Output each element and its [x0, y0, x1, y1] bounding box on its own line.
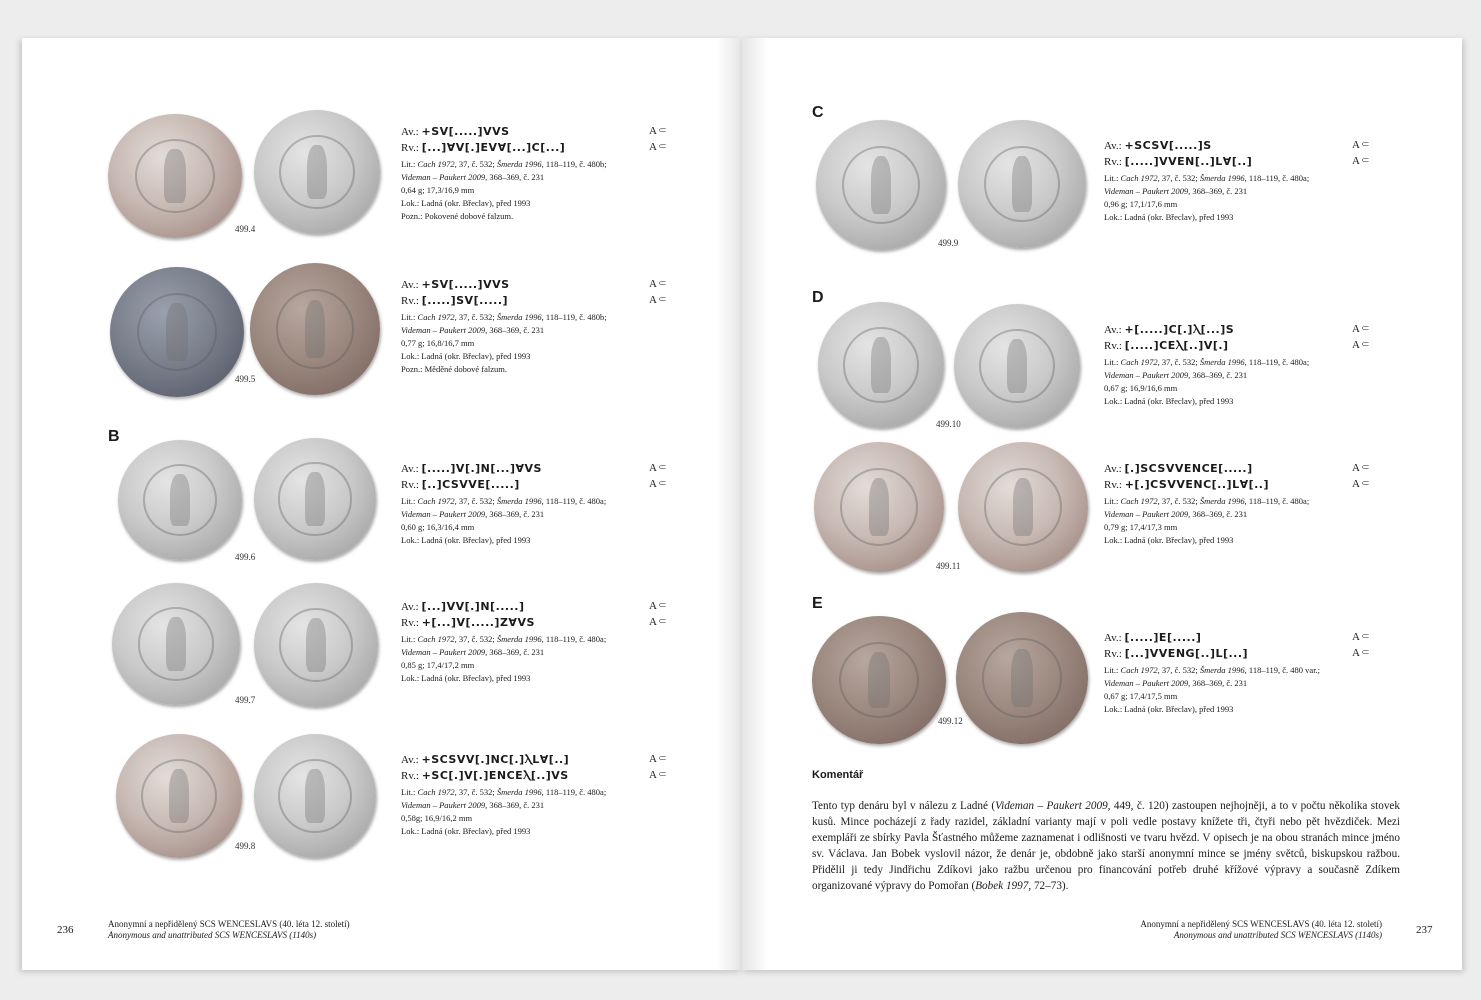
lit-ref: Cach 1972 [1120, 357, 1158, 367]
lit-text: , 368–369, č. 231 [1188, 186, 1248, 196]
av-text: [.]SCSVVENCE[.....] [1124, 462, 1253, 475]
reverse-legend [1104, 646, 1379, 662]
lit-text: , 118–119, č. 480b; [541, 159, 607, 169]
coin-obverse-image [818, 302, 944, 428]
weight-size: 0,67 g; 17,4/17,5 mm [1104, 691, 1178, 701]
lit-text: , 368–369, č. 231 [485, 800, 545, 810]
av-label: Av.: [1104, 463, 1122, 475]
coin-reverse-image [958, 120, 1086, 248]
obverse-legend [401, 599, 676, 615]
weight-size: 0,58g; 16,9/16,2 mm [401, 813, 473, 823]
literature-line [1104, 664, 1379, 677]
rv-mark: A⸦ [649, 478, 668, 490]
catalog-number: 499.9 [938, 238, 959, 248]
page-number: 237 [1416, 924, 1433, 936]
right-page [742, 38, 1462, 970]
coin-obverse-image [812, 616, 946, 744]
coin-entry [1104, 322, 1379, 408]
reverse-legend [1104, 477, 1379, 493]
weight-size: 0,77 g; 16,8/16,7 mm [401, 338, 475, 348]
coin-entry [1104, 461, 1379, 547]
av-mark: A⸦ [649, 753, 668, 765]
footer-english: Anonymous and unattributed SCS WENCESLAVS (1140s) [108, 930, 317, 940]
coin-entry [401, 461, 676, 547]
literature-line [1104, 495, 1379, 508]
coin-obverse-image [118, 440, 242, 560]
catalog-number: 499.4 [235, 224, 256, 234]
lit-ref: Cach 1972 [1120, 173, 1158, 183]
reverse-legend [401, 293, 676, 309]
coin-obverse-image [814, 442, 944, 572]
lit-ref: Šmerda 1996 [1199, 357, 1245, 367]
coin-details [1104, 356, 1379, 408]
coin-reverse-image [250, 263, 380, 395]
lit-ref: Šmerda 1996 [496, 787, 542, 797]
obverse-legend [401, 277, 676, 293]
obverse-legend [1104, 138, 1379, 154]
lit-text: , 37, č. 532; [454, 496, 497, 506]
weight-size: 0,64 g; 17,3/16,9 mm [401, 185, 475, 195]
coin-details [1104, 495, 1379, 547]
coin-reverse-image [956, 612, 1088, 744]
rv-mark: A⸦ [649, 294, 668, 306]
lit-ref: Cach 1972 [417, 787, 455, 797]
catalog-number: 499.12 [938, 716, 963, 726]
coin-entry [401, 752, 676, 838]
obverse-legend [401, 752, 676, 768]
rv-mark: A⸦ [1352, 478, 1371, 490]
lit-text: , 118–119, č. 480b; [541, 312, 607, 322]
coin-details [401, 158, 676, 223]
lit-label: Lit.: [1104, 357, 1121, 367]
lit-ref: Cach 1972 [417, 312, 455, 322]
rv-text: +[...]V[.....]Z∀VS [421, 616, 535, 629]
reverse-legend [1104, 154, 1379, 170]
lit-text: , 368–369, č. 231 [485, 325, 545, 335]
catalog-number: 499.6 [235, 552, 256, 562]
av-label: Av.: [1104, 140, 1122, 152]
av-text: [.....]V[.]N[...]∀VS [421, 462, 542, 475]
lit-text: , 368–369, č. 231 [485, 647, 545, 657]
locality: Lok.: Ladná (okr. Břeclav), před 1993 [1104, 535, 1234, 545]
literature-line [401, 786, 676, 799]
coin-obverse-image [110, 267, 244, 397]
literature-line [401, 324, 676, 337]
lit-text: , 37, č. 532; [454, 159, 497, 169]
coin-obverse-image [816, 120, 946, 250]
rv-mark: A⸦ [1352, 339, 1371, 351]
coin-details [1104, 172, 1379, 224]
lit-text: , 37, č. 532; [1157, 665, 1200, 675]
comment-text: , 72–73). [1028, 880, 1069, 892]
lit-label: Lit.: [1104, 496, 1121, 506]
lit-label: Lit.: [401, 496, 418, 506]
rv-text: +[.]CSVVENC[..]L∀[..] [1124, 478, 1270, 491]
lit-ref: Cach 1972 [417, 159, 455, 169]
coin-reverse-image [958, 442, 1088, 572]
locality: Lok.: Ladná (okr. Břeclav), před 1993 [401, 673, 531, 683]
lit-text: , 37, č. 532; [454, 634, 497, 644]
literature-line [401, 311, 676, 324]
av-label: Av.: [401, 279, 419, 291]
comment-heading: Komentář [812, 769, 864, 781]
coin-details [401, 495, 676, 547]
rv-text: [...]VVENG[..]L[...] [1124, 647, 1249, 660]
coin-reverse-image [954, 304, 1080, 428]
literature-line [1104, 172, 1379, 185]
coin-obverse-image [112, 583, 240, 705]
locality: Lok.: Ladná (okr. Břeclav), před 1993 [401, 826, 531, 836]
lit-label: Lit.: [1104, 173, 1121, 183]
av-label: Av.: [401, 601, 419, 613]
coin-entry [1104, 630, 1379, 716]
rv-text: [..]CSVVE[.....] [421, 478, 520, 491]
rv-mark: A⸦ [649, 141, 668, 153]
lit-text: , 118–119, č. 480a; [541, 634, 607, 644]
obverse-legend [401, 124, 676, 140]
av-label: Av.: [401, 126, 419, 138]
av-mark: A⸦ [649, 125, 668, 137]
lit-text: , 37, č. 532; [454, 787, 497, 797]
av-mark: A⸦ [1352, 323, 1371, 335]
comment-text: Tento typ denáru byl v nálezu z Ladné ( [812, 800, 996, 812]
lit-text: , 118–119, č. 480a; [541, 787, 607, 797]
lit-text: , 37, č. 532; [1157, 357, 1200, 367]
section-letter-b: B [108, 428, 120, 445]
section-letter-e: E [812, 595, 823, 612]
lit-ref: Šmerda 1996 [1199, 665, 1245, 675]
catalog-number: 499.5 [235, 374, 256, 384]
lit-ref: Šmerda 1996 [1199, 173, 1245, 183]
coin-entry [1104, 138, 1379, 224]
lit-label: Lit.: [401, 787, 418, 797]
gutter-shadow [742, 38, 768, 970]
rv-text: [.....]VVEN[..]L∀[..] [1124, 155, 1253, 168]
catalog-number: 499.10 [936, 419, 961, 429]
comment-text: , 449, č. 120) zastoupen nejhojněji, a to v počtu několika stovek kusů. Mince pocházejí z řady razidel, základní varianty mají v poli vedle postavy knížete tři, čtyři nebo pět hvězdiček. Mezi exempláři ze sbírky Pavla Šťastného můžeme zaznamenat i odlišnosti ve tvaru hvězd. V opisech je na obou stranách mince jméno sv. Václava. Jan Bobek vyslovil názor, že denár je, obdobně jako starší anonymní mince se jmény světců, biskupskou ražbou. Přidělil ji tedy Jindřichu Zdíkovi jako ražbu určenou pro financování potřeb druhé křížové výpravy a současně Zdíkem organizované výpravy do Pomořan ( [812, 800, 1400, 892]
rv-mark: A⸦ [649, 769, 668, 781]
av-mark: A⸦ [649, 600, 668, 612]
comment-citation: Videman – Paukert 2009 [995, 800, 1108, 812]
lit-text: , 118–119, č. 480a; [541, 496, 607, 506]
weight-size: 0,79 g; 17,4/17,3 mm [1104, 522, 1178, 532]
av-mark: A⸦ [1352, 631, 1371, 643]
lit-ref: Cach 1972 [417, 634, 455, 644]
rv-label: Rv.: [401, 295, 419, 307]
rv-text: +SC[.]V[.]ENCEⲖ[..]VS [421, 769, 569, 782]
literature-line [401, 495, 676, 508]
catalog-number: 499.8 [235, 841, 256, 851]
obverse-legend [1104, 461, 1379, 477]
av-mark: A⸦ [1352, 139, 1371, 151]
locality: Lok.: Ladná (okr. Břeclav), před 1993 [401, 535, 531, 545]
rv-text: [.....]CEⲖ[..]V[.] [1124, 339, 1229, 352]
weight-size: 0,96 g; 17,1/17,6 mm [1104, 199, 1178, 209]
literature-line [1104, 356, 1379, 369]
reverse-legend [401, 477, 676, 493]
lit-text: , 368–369, č. 231 [1188, 370, 1248, 380]
lit-label: Lit.: [1104, 665, 1121, 675]
coin-reverse-image [254, 110, 380, 234]
lit-label: Lit.: [401, 634, 418, 644]
footer-english: Anonymous and unattributed SCS WENCESLAVS (1140s) [1173, 930, 1382, 940]
literature-line [1104, 508, 1379, 521]
reverse-legend [401, 140, 676, 156]
running-footer [108, 919, 350, 941]
av-text: +SV[.....]VVS [421, 125, 510, 138]
lit-text: , 118–119, č. 480 var.; [1244, 665, 1321, 675]
reverse-legend [401, 615, 676, 631]
av-label: Av.: [401, 463, 419, 475]
lit-ref: Videman – Paukert 2009 [401, 172, 486, 182]
section-letter-d: D [812, 289, 824, 306]
weight-size: 0,60 g; 16,3/16,4 mm [401, 522, 475, 532]
lit-ref: Šmerda 1996 [496, 312, 542, 322]
av-label: Av.: [401, 754, 419, 766]
lit-ref: Cach 1972 [1120, 665, 1158, 675]
lit-ref: Videman – Paukert 2009 [401, 647, 486, 657]
comment-citation: Bobek 1997 [975, 880, 1029, 892]
lit-text: , 368–369, č. 231 [485, 172, 545, 182]
lit-text: , 118–119, č. 480a; [1244, 496, 1310, 506]
catalog-number: 499.11 [936, 561, 961, 571]
reverse-legend [401, 768, 676, 784]
locality: Lok.: Ladná (okr. Břeclav), před 1993 [1104, 704, 1234, 714]
coin-reverse-image [254, 734, 376, 858]
lit-ref: Videman – Paukert 2009 [401, 325, 486, 335]
rv-label: Rv.: [1104, 479, 1122, 491]
lit-text: , 118–119, č. 480a; [1244, 173, 1310, 183]
av-label: Av.: [1104, 632, 1122, 644]
literature-line [401, 508, 676, 521]
coin-details [1104, 664, 1379, 716]
lit-ref: Šmerda 1996 [496, 634, 542, 644]
lit-text: , 37, č. 532; [454, 312, 497, 322]
running-footer [1140, 919, 1382, 941]
note: Pozn.: Měděné dobové falzum. [401, 364, 507, 374]
av-text: +SV[.....]VVS [421, 278, 510, 291]
av-text: [...]VV[.]N[.....] [421, 600, 525, 613]
coin-obverse-image [108, 114, 242, 238]
lit-ref: Videman – Paukert 2009 [401, 800, 486, 810]
rv-mark: A⸦ [1352, 647, 1371, 659]
coin-details [401, 311, 676, 376]
lit-text: , 37, č. 532; [1157, 496, 1200, 506]
rv-mark: A⸦ [1352, 155, 1371, 167]
coin-obverse-image [116, 734, 242, 858]
rv-label: Rv.: [401, 479, 419, 491]
lit-label: Lit.: [401, 159, 418, 169]
section-letter-c: C [812, 104, 824, 121]
lit-ref: Videman – Paukert 2009 [401, 509, 486, 519]
rv-label: Rv.: [1104, 648, 1122, 660]
lit-label: Lit.: [401, 312, 418, 322]
lit-ref: Videman – Paukert 2009 [1104, 370, 1189, 380]
lit-text: , 368–369, č. 231 [1188, 678, 1248, 688]
obverse-legend [1104, 322, 1379, 338]
lit-text: , 368–369, č. 231 [485, 509, 545, 519]
rv-text: [...]∀V[.]EV∀[...]C[...] [421, 141, 566, 154]
lit-text: , 368–369, č. 231 [1188, 509, 1248, 519]
av-label: Av.: [1104, 324, 1122, 336]
lit-text: , 118–119, č. 480a; [1244, 357, 1310, 367]
literature-line [401, 799, 676, 812]
locality: Lok.: Ladná (okr. Břeclav), před 1993 [401, 198, 531, 208]
lit-ref: Videman – Paukert 2009 [1104, 509, 1189, 519]
literature-line [1104, 677, 1379, 690]
footer-czech: Anonymní a nepřidělený SCS WENCESLAVS (40. léta 12. století) [108, 919, 350, 929]
rv-text: [.....]SV[.....] [421, 294, 509, 307]
note: Pozn.: Pokovené dobové falzum. [401, 211, 514, 221]
lit-text: , 37, č. 532; [1157, 173, 1200, 183]
footer-czech: Anonymní a nepřidělený SCS WENCESLAVS (40. léta 12. století) [1140, 919, 1382, 929]
rv-label: Rv.: [1104, 156, 1122, 168]
rv-label: Rv.: [401, 142, 419, 154]
rv-mark: A⸦ [649, 616, 668, 628]
obverse-legend [401, 461, 676, 477]
av-text: +SCSVV[.]NC[.]ⲖL∀[..] [421, 753, 570, 766]
weight-size: 0,85 g; 17,4/17,2 mm [401, 660, 475, 670]
coin-details [401, 786, 676, 838]
lit-ref: Cach 1972 [1120, 496, 1158, 506]
left-page [22, 38, 742, 970]
locality: Lok.: Ladná (okr. Břeclav), před 1993 [1104, 396, 1234, 406]
comment-paragraph [812, 798, 1400, 894]
lit-ref: Šmerda 1996 [496, 496, 542, 506]
literature-line [1104, 369, 1379, 382]
av-text: [.....]E[.....] [1124, 631, 1202, 644]
av-mark: A⸦ [649, 278, 668, 290]
lit-ref: Cach 1972 [417, 496, 455, 506]
catalog-number: 499.7 [235, 695, 256, 705]
literature-line [401, 633, 676, 646]
lit-ref: Šmerda 1996 [496, 159, 542, 169]
coin-entry [401, 277, 676, 376]
weight-size: 0,67 g; 16,9/16,6 mm [1104, 383, 1178, 393]
lit-ref: Šmerda 1996 [1199, 496, 1245, 506]
av-mark: A⸦ [649, 462, 668, 474]
reverse-legend [1104, 338, 1379, 354]
gutter-shadow [716, 38, 742, 970]
literature-line [401, 646, 676, 659]
rv-label: Rv.: [401, 617, 419, 629]
literature-line [401, 158, 676, 171]
coin-details [401, 633, 676, 685]
coin-entry [401, 124, 676, 223]
page-number: 236 [57, 924, 74, 936]
obverse-legend [1104, 630, 1379, 646]
locality: Lok.: Ladná (okr. Břeclav), před 1993 [401, 351, 531, 361]
literature-line [401, 171, 676, 184]
lit-ref: Videman – Paukert 2009 [1104, 678, 1189, 688]
literature-line [1104, 185, 1379, 198]
av-text: +[.....]C[.]Ⲗ[...]S [1124, 323, 1235, 336]
locality: Lok.: Ladná (okr. Břeclav), před 1993 [1104, 212, 1234, 222]
av-mark: A⸦ [1352, 462, 1371, 474]
coin-entry [401, 599, 676, 685]
lit-ref: Videman – Paukert 2009 [1104, 186, 1189, 196]
coin-reverse-image [254, 438, 376, 560]
rv-label: Rv.: [401, 770, 419, 782]
av-text: +SCSV[.....]S [1124, 139, 1212, 152]
rv-label: Rv.: [1104, 340, 1122, 352]
coin-reverse-image [254, 583, 378, 707]
